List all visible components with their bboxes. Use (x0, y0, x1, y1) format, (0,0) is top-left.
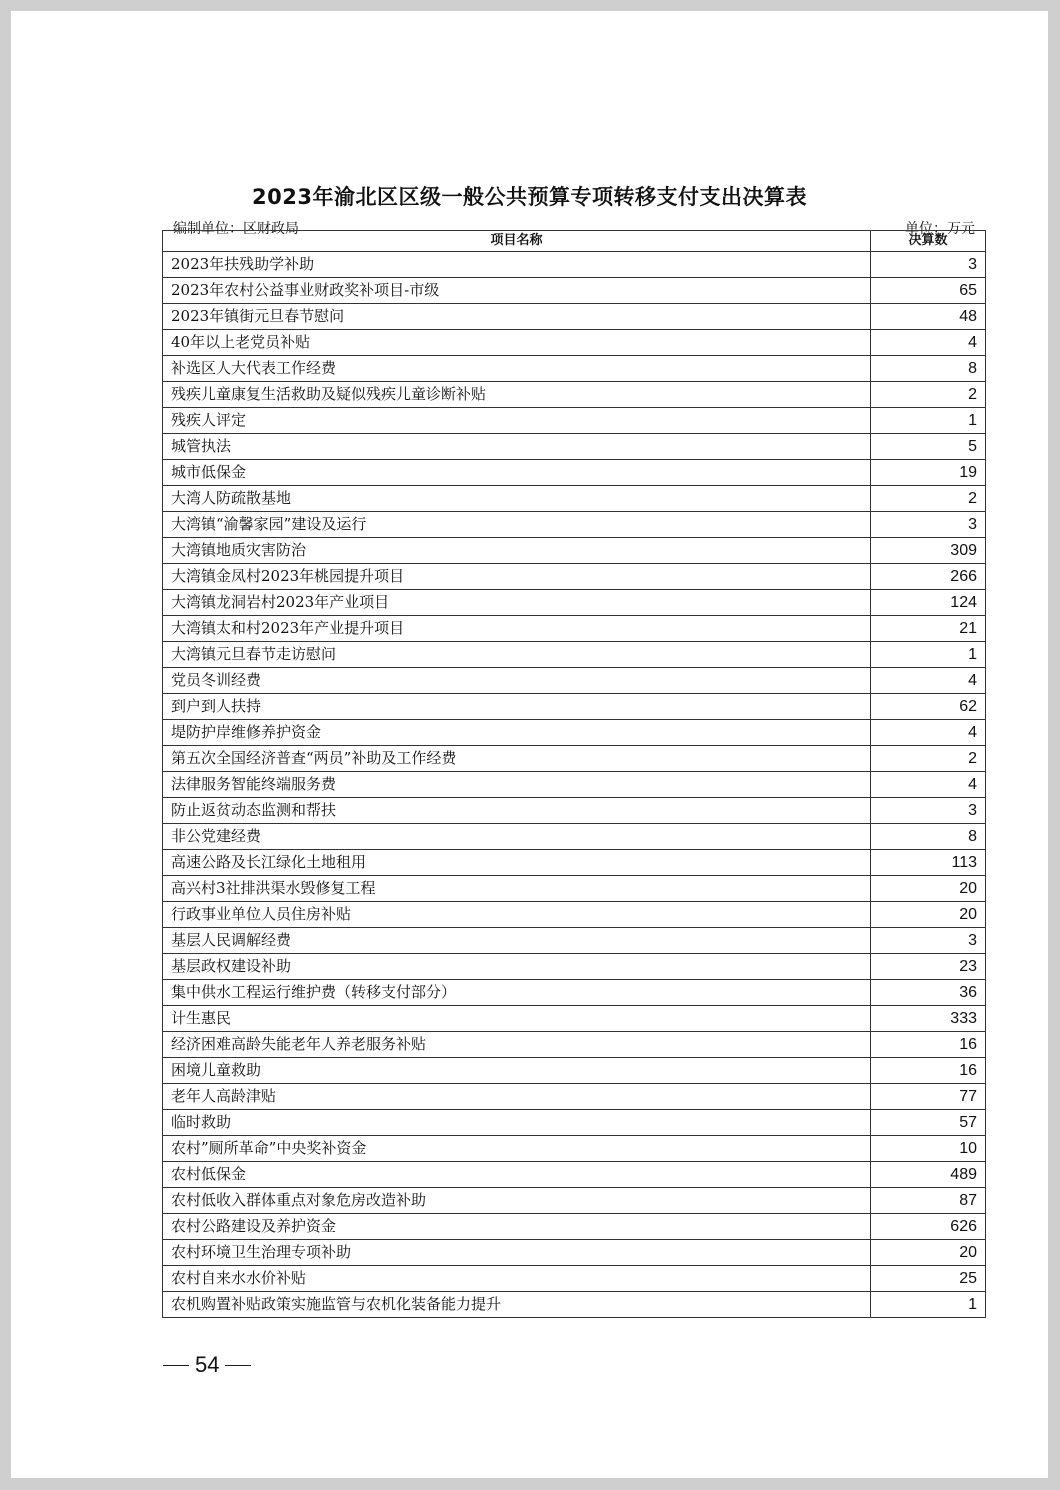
final-amount-cell: 48 (871, 304, 986, 330)
table-row (163, 460, 986, 486)
project-name-cell: 40年以上老党员补贴 (163, 330, 871, 356)
table-row (163, 928, 986, 954)
project-name-cell: 农机购置补贴政策实施监管与农机化装备能力提升 (163, 1292, 871, 1318)
table-row (163, 1292, 986, 1318)
final-amount-cell: 3 (871, 512, 986, 538)
project-name-cell: 基层政权建设补助 (163, 954, 871, 980)
page-number-dash-right (225, 1365, 251, 1366)
final-amount-cell: 65 (871, 278, 986, 304)
project-name-cell: 大湾镇太和村2023年产业提升项目 (163, 616, 871, 642)
final-amount-cell: 3 (871, 928, 986, 954)
project-name-cell: 大湾人防疏散基地 (163, 486, 871, 512)
table-row (163, 278, 986, 304)
final-amount-cell: 333 (871, 1006, 986, 1032)
table-row (163, 1006, 986, 1032)
project-name-cell: 城管执法 (163, 434, 871, 460)
project-name-cell: 计生惠民 (163, 1006, 871, 1032)
final-amount-cell: 5 (871, 434, 986, 460)
final-amount-cell: 4 (871, 668, 986, 694)
table-row (163, 252, 986, 278)
table-row (163, 382, 986, 408)
table-row (163, 1188, 986, 1214)
project-name-cell: 农村”厕所革命”中央奖补资金 (163, 1136, 871, 1162)
table-row (163, 850, 986, 876)
final-amount-cell: 309 (871, 538, 986, 564)
final-amount-cell: 4 (871, 720, 986, 746)
table-row (163, 824, 986, 850)
project-name-cell: 大湾镇金凤村2023年桃园提升项目 (163, 564, 871, 590)
final-amount-cell: 20 (871, 1240, 986, 1266)
table-row (163, 512, 986, 538)
project-name-cell: 农村低收入群体重点对象危房改造补助 (163, 1188, 871, 1214)
table-row (163, 1266, 986, 1292)
table-row (163, 902, 986, 928)
project-name-cell: 2023年镇街元旦春节慰问 (163, 304, 871, 330)
project-name-cell: 高速公路及长江绿化土地租用 (163, 850, 871, 876)
project-name-cell: 集中供水工程运行维护费（转移支付部分） (163, 980, 871, 1006)
page-number-dash-left (163, 1365, 189, 1366)
project-name-cell: 农村环境卫生治理专项补助 (163, 1240, 871, 1266)
project-name-cell: 补选区人大代表工作经费 (163, 356, 871, 382)
final-amount-cell: 4 (871, 330, 986, 356)
project-name-cell: 残疾儿童康复生活救助及疑似残疾儿童诊断补贴 (163, 382, 871, 408)
final-amount-cell: 626 (871, 1214, 986, 1240)
final-amount-cell: 4 (871, 772, 986, 798)
project-name-cell: 城市低保金 (163, 460, 871, 486)
table-row (163, 330, 986, 356)
project-name-cell: 高兴村3社排洪渠水毁修复工程 (163, 876, 871, 902)
final-amount-cell: 266 (871, 564, 986, 590)
project-name-cell: 2023年扶残助学补助 (163, 252, 871, 278)
table-row (163, 642, 986, 668)
final-amount-cell: 20 (871, 876, 986, 902)
project-name-cell: 2023年农村公益事业财政奖补项目-市级 (163, 278, 871, 304)
table-row (163, 590, 986, 616)
project-name-cell: 老年人高龄津贴 (163, 1084, 871, 1110)
final-amount-cell: 19 (871, 460, 986, 486)
table-row (163, 694, 986, 720)
final-amount-cell: 21 (871, 616, 986, 642)
final-amount-cell: 8 (871, 824, 986, 850)
table-row (163, 668, 986, 694)
final-amount-cell: 77 (871, 1084, 986, 1110)
table-row (163, 1240, 986, 1266)
budget-table (162, 230, 986, 1318)
final-amount-cell: 113 (871, 850, 986, 876)
project-name-cell: 大湾镇龙洞岩村2023年产业项目 (163, 590, 871, 616)
table-row (163, 356, 986, 382)
project-name-cell: 残疾人评定 (163, 408, 871, 434)
table-body (163, 252, 986, 1318)
table-row (163, 954, 986, 980)
table-row (163, 1110, 986, 1136)
final-amount-cell: 8 (871, 356, 986, 382)
project-name-cell: 大湾镇“渝馨家园”建设及运行 (163, 512, 871, 538)
final-amount-cell: 489 (871, 1162, 986, 1188)
project-name-cell: 到户到人扶持 (163, 694, 871, 720)
project-name-cell: 法律服务智能终端服务费 (163, 772, 871, 798)
page-footer (163, 1352, 251, 1378)
final-amount-cell: 87 (871, 1188, 986, 1214)
final-amount-cell: 10 (871, 1136, 986, 1162)
column-header-project-name: 项目名称 (163, 231, 871, 252)
column-header-final-amount: 决算数 (871, 231, 986, 252)
table-row (163, 746, 986, 772)
project-name-cell: 农村自来水水价补贴 (163, 1266, 871, 1292)
project-name-cell: 农村低保金 (163, 1162, 871, 1188)
final-amount-cell: 2 (871, 486, 986, 512)
final-amount-cell: 1 (871, 408, 986, 434)
project-name-cell: 大湾镇元旦春节走访慰问 (163, 642, 871, 668)
compiler-label: 编制单位：区财政局 (173, 221, 299, 237)
final-amount-cell: 1 (871, 1292, 986, 1318)
table-row (163, 304, 986, 330)
table-row (163, 616, 986, 642)
table-row (163, 538, 986, 564)
final-amount-cell: 124 (871, 590, 986, 616)
document-title: 2023年渝北区区级一般公共预算专项转移支付支出决算表 (252, 185, 807, 209)
table-row (163, 486, 986, 512)
project-name-cell: 堤防护岸维修养护资金 (163, 720, 871, 746)
final-amount-cell: 1 (871, 642, 986, 668)
project-name-cell: 第五次全国经济普查“两员”补助及工作经费 (163, 746, 871, 772)
final-amount-cell: 25 (871, 1266, 986, 1292)
project-name-cell: 防止返贫动态监测和帮扶 (163, 798, 871, 824)
document-page (11, 11, 1048, 1478)
table-row (163, 434, 986, 460)
project-name-cell: 非公党建经费 (163, 824, 871, 850)
final-amount-cell: 3 (871, 252, 986, 278)
project-name-cell: 大湾镇地质灾害防治 (163, 538, 871, 564)
project-name-cell: 农村公路建设及养护资金 (163, 1214, 871, 1240)
final-amount-cell: 23 (871, 954, 986, 980)
final-amount-cell: 20 (871, 902, 986, 928)
table-row (163, 1084, 986, 1110)
unit-label: 单位：万元 (905, 221, 975, 237)
table-row (163, 1136, 986, 1162)
table-row (163, 564, 986, 590)
table-row (163, 1032, 986, 1058)
table-row (163, 1058, 986, 1084)
table-row (163, 772, 986, 798)
table-row (163, 1162, 986, 1188)
final-amount-cell: 16 (871, 1032, 986, 1058)
table-row (163, 798, 986, 824)
final-amount-cell: 62 (871, 694, 986, 720)
final-amount-cell: 57 (871, 1110, 986, 1136)
table-row (163, 980, 986, 1006)
project-name-cell: 临时救助 (163, 1110, 871, 1136)
final-amount-cell: 36 (871, 980, 986, 1006)
table-row (163, 720, 986, 746)
table-header-row (163, 231, 986, 252)
page-number: 54 (195, 1352, 220, 1377)
project-name-cell: 经济困难高龄失能老年人养老服务补贴 (163, 1032, 871, 1058)
project-name-cell: 党员冬训经费 (163, 668, 871, 694)
project-name-cell: 困境儿童救助 (163, 1058, 871, 1084)
project-name-cell: 基层人民调解经费 (163, 928, 871, 954)
table-row (163, 1214, 986, 1240)
project-name-cell: 行政事业单位人员住房补贴 (163, 902, 871, 928)
final-amount-cell: 3 (871, 798, 986, 824)
final-amount-cell: 16 (871, 1058, 986, 1084)
final-amount-cell: 2 (871, 382, 986, 408)
table-row (163, 876, 986, 902)
table-row (163, 408, 986, 434)
final-amount-cell: 2 (871, 746, 986, 772)
